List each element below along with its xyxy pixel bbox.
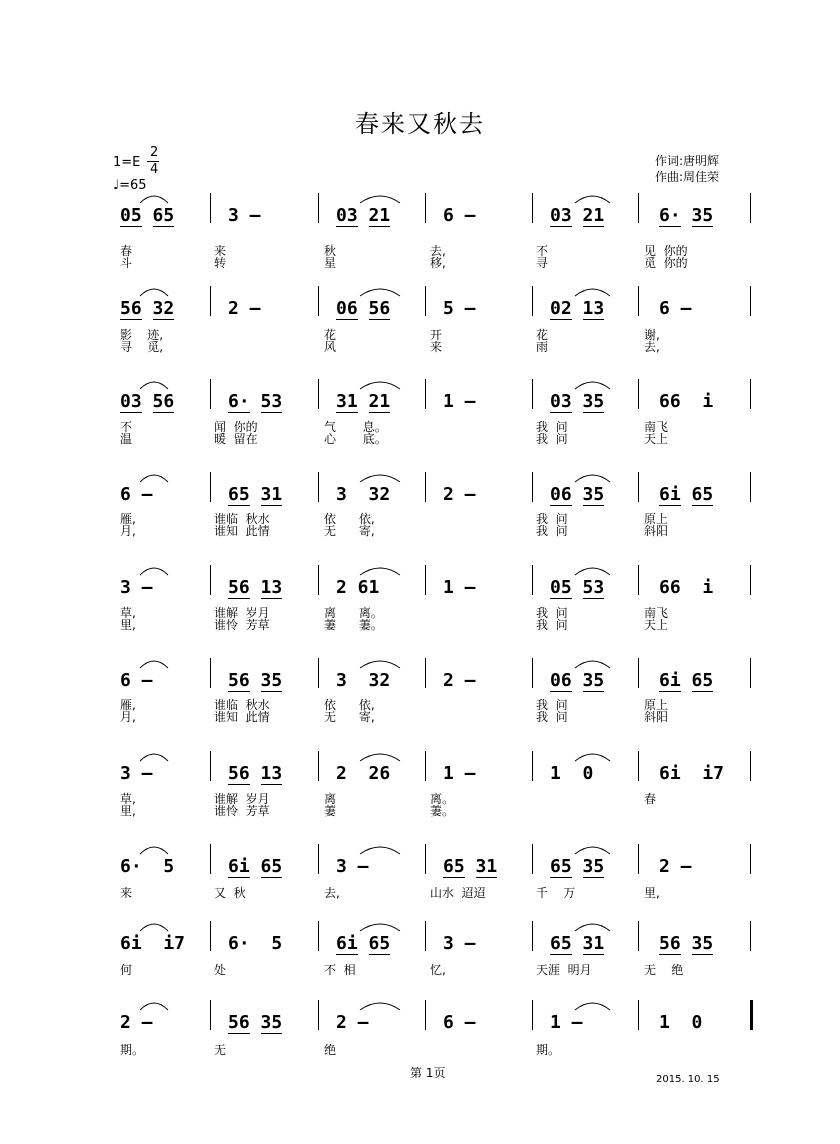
time-signature-bottom: 4 — [150, 162, 159, 177]
lyric-text: 谁临 秋水 — [214, 698, 270, 712]
lyric-text: 依 依, — [324, 512, 375, 526]
measure-notes: 3 – — [120, 763, 153, 784]
measure-notes: 3 32 — [336, 484, 391, 505]
measure-notes: 1 0 — [550, 763, 594, 784]
measure-notes: 03 21 — [336, 205, 391, 226]
lyric-text: 去, — [324, 886, 340, 900]
barline — [750, 1000, 753, 1030]
lyric-text: 月, — [120, 524, 136, 538]
lyric-text: 去, — [430, 244, 446, 258]
lyric-text: 我 问 — [536, 698, 568, 712]
slur-marks — [110, 856, 750, 886]
measure-notes: 2 – — [120, 1012, 153, 1033]
measure-notes: 65 31 — [443, 856, 498, 877]
measure-notes: 03 35 — [550, 391, 605, 412]
slur-marks — [110, 391, 750, 421]
lyric-text: 不 相 — [324, 963, 356, 977]
score-row — [110, 298, 750, 388]
date: 2015. 10. 15 — [656, 1074, 720, 1085]
measure-notes: 66 i — [659, 391, 714, 412]
measure-notes: 3 – — [120, 577, 153, 598]
slur-marks — [110, 1012, 750, 1042]
score-row — [110, 933, 750, 1023]
lyric-text: 暖 留在 — [214, 432, 258, 446]
measure-notes: 6 – — [443, 205, 476, 226]
measure-notes: 3 – — [443, 933, 476, 954]
measure-notes: 65 31 — [550, 933, 605, 954]
lyric-text: 又 秋 — [214, 886, 246, 900]
barline — [750, 658, 751, 688]
measure-notes: 56 32 — [120, 298, 175, 319]
lyric-text: 我 问 — [536, 524, 568, 538]
measure-notes: 05 65 — [120, 205, 175, 226]
lyric-text: 温 — [120, 432, 133, 446]
measure-notes: 06 56 — [336, 298, 391, 319]
measure-notes: 6i 65 — [659, 484, 714, 505]
lyric-text: 无 — [214, 1043, 227, 1057]
barline — [750, 565, 751, 595]
measure-notes: 6i i7 — [120, 933, 186, 954]
lyric-text: 星 — [324, 256, 337, 270]
lyric-text: 我 问 — [536, 710, 568, 724]
lyric-text: 风 — [324, 340, 337, 354]
lyric-text: 天上 — [644, 618, 669, 632]
measure-notes: 56 35 — [228, 1012, 283, 1033]
lyric-text: 草, — [120, 792, 136, 806]
lyric-text: 处 — [214, 963, 227, 977]
lyric-text: 来 — [214, 244, 227, 258]
lyric-text: 觅 你的 — [644, 256, 688, 270]
barline — [750, 379, 751, 409]
measure-notes: 56 35 — [228, 670, 283, 691]
measure-notes: 2 – — [443, 670, 476, 691]
measure-notes: 6i 65 — [336, 933, 391, 954]
measure-notes: 6· 53 — [228, 391, 283, 412]
slur-marks — [110, 670, 750, 700]
lyric-text: 谁解 岁月 — [214, 792, 270, 806]
lyric-text: 天涯 明月 — [536, 963, 592, 977]
score-row — [110, 484, 750, 574]
slur-marks — [110, 763, 750, 793]
lyric-text: 无 绝 — [644, 963, 684, 977]
lyric-text: 斗 — [120, 256, 133, 270]
lyric-text: 花 — [324, 328, 337, 342]
lyric-text: 南飞 — [644, 420, 669, 434]
lyric-text: 转 — [214, 256, 227, 270]
time-signature-top: 2 — [150, 145, 159, 160]
lyric-text: 南飞 — [644, 606, 669, 620]
lyric-text: 期。 — [120, 1043, 145, 1057]
measure-notes: 6· 35 — [659, 205, 714, 226]
measure-notes: 6i 65 — [228, 856, 283, 877]
lyric-text: 谁怜 芳草 — [214, 618, 270, 632]
measure-notes: 1 – — [443, 763, 476, 784]
lyric-text: 草, — [120, 606, 136, 620]
slur-arc — [575, 196, 610, 203]
measure-notes: 02 13 — [550, 298, 605, 319]
lyric-text: 我 问 — [536, 420, 568, 434]
barline — [750, 472, 751, 502]
barline — [750, 193, 751, 223]
measure-notes: 6· 5 — [228, 933, 283, 954]
page-number: 第 1页 — [410, 1066, 446, 1080]
measure-notes: 56 13 — [228, 763, 283, 784]
measure-notes: 6 – — [120, 484, 153, 505]
score-row — [110, 205, 750, 295]
lyric-text: 我 问 — [536, 618, 568, 632]
slur-marks — [110, 298, 750, 328]
lyric-text: 闻 你的 — [214, 420, 258, 434]
measure-notes: 1 0 — [659, 1012, 703, 1033]
slur-marks — [110, 577, 750, 607]
slur-arc — [360, 196, 400, 203]
score-row — [110, 391, 750, 481]
measure-notes: 2 – — [443, 484, 476, 505]
lyric-text: 离。 — [430, 792, 455, 806]
lyric-text: 原上 — [644, 698, 669, 712]
measure-notes: 05 53 — [550, 577, 605, 598]
measure-notes: 06 35 — [550, 484, 605, 505]
lyric-text: 里, — [120, 618, 136, 632]
lyric-text: 寻 觅, — [120, 340, 164, 354]
lyric-text: 花 — [536, 328, 549, 342]
lyricist-credit: 作词:唐明辉 — [655, 154, 720, 168]
measure-notes: 1 – — [443, 577, 476, 598]
lyric-text: 萋。 — [430, 804, 455, 818]
measure-notes: 03 56 — [120, 391, 175, 412]
lyric-text: 雁, — [120, 512, 136, 526]
measure-notes: 6 – — [443, 1012, 476, 1033]
lyric-text: 来 — [120, 886, 133, 900]
tempo-marking: ♩=65 — [113, 178, 147, 193]
lyric-text: 山水 迢迢 — [430, 886, 486, 900]
lyric-text: 无 寄, — [324, 710, 375, 724]
measure-notes: 2 – — [659, 856, 692, 877]
lyric-text: 开 — [430, 328, 443, 342]
lyric-text: 影 迹, — [120, 328, 164, 342]
lyric-text: 离 离。 — [324, 606, 383, 620]
lyric-text: 谁解 岁月 — [214, 606, 270, 620]
barline — [750, 921, 751, 951]
lyric-text: 斜阳 — [644, 710, 669, 724]
score-row — [110, 670, 750, 760]
lyric-text: 我 问 — [536, 512, 568, 526]
slur-arc — [140, 196, 168, 203]
measure-notes: 66 i — [659, 577, 714, 598]
lyric-text: 我 问 — [536, 606, 568, 620]
lyric-text: 春 — [644, 792, 657, 806]
barline — [750, 751, 751, 781]
measure-notes: 3 32 — [336, 670, 391, 691]
lyric-text: 天上 — [644, 432, 669, 446]
lyric-text: 不 — [536, 244, 549, 258]
lyric-text: 寻 — [536, 256, 549, 270]
measure-notes: 65 35 — [550, 856, 605, 877]
lyric-text: 里, — [120, 804, 136, 818]
lyric-text: 谁临 秋水 — [214, 512, 270, 526]
measure-notes: 56 13 — [228, 577, 283, 598]
score-row — [110, 763, 750, 853]
lyric-text: 萋 — [324, 804, 337, 818]
lyric-text: 不 — [120, 420, 133, 434]
measure-notes: 6i i7 — [659, 763, 725, 784]
measure-notes: 2 – — [336, 1012, 369, 1033]
lyric-text: 雨 — [536, 340, 549, 354]
measure-notes: 3 – — [336, 856, 369, 877]
key-signature: 1=E — [113, 155, 141, 170]
lyric-text: 见 你的 — [644, 244, 688, 258]
measure-notes: 06 35 — [550, 670, 605, 691]
lyric-text: 去, — [644, 340, 660, 354]
lyric-text: 心 底。 — [324, 432, 387, 446]
lyric-text: 期。 — [536, 1043, 561, 1057]
measure-notes: 65 31 — [228, 484, 283, 505]
lyric-text: 春 — [120, 244, 133, 258]
measure-notes: 2 61 — [336, 577, 380, 598]
slur-marks — [110, 484, 750, 514]
lyric-text: 谁怜 芳草 — [214, 804, 270, 818]
measure-notes: 3 – — [228, 205, 261, 226]
lyric-text: 何 — [120, 963, 133, 977]
lyric-text: 我 问 — [536, 432, 568, 446]
score-row — [110, 1012, 750, 1102]
measure-notes: 6i 65 — [659, 670, 714, 691]
lyric-text: 原上 — [644, 512, 669, 526]
measure-notes: 03 21 — [550, 205, 605, 226]
lyric-text: 忆, — [430, 963, 446, 977]
measure-notes: 1 – — [550, 1012, 583, 1033]
barline — [750, 844, 751, 874]
lyric-text: 绝 — [324, 1043, 337, 1057]
composer-credit: 作曲:周佳荣 — [655, 170, 720, 184]
lyric-text: 谁知 此情 — [214, 710, 270, 724]
lyric-text: 里, — [644, 886, 660, 900]
measure-notes: 6 – — [659, 298, 692, 319]
lyric-text: 移, — [430, 256, 446, 270]
song-title: 春来又秋去 — [355, 110, 485, 138]
lyric-text: 月, — [120, 710, 136, 724]
measure-notes: 5 – — [443, 298, 476, 319]
slur-marks — [110, 933, 750, 963]
lyric-text: 千 万 — [536, 886, 576, 900]
lyric-text: 斜阳 — [644, 524, 669, 538]
measure-notes: 6· 5 — [120, 856, 175, 877]
measure-notes: 2 26 — [336, 763, 391, 784]
lyric-text: 雁, — [120, 698, 136, 712]
lyric-text: 无 寄, — [324, 524, 375, 538]
lyric-text: 谁知 此情 — [214, 524, 270, 538]
barline — [750, 286, 751, 316]
lyric-text: 谢, — [644, 328, 660, 342]
score-row — [110, 577, 750, 667]
lyric-text: 秋 — [324, 244, 337, 258]
measure-notes: 56 35 — [659, 933, 714, 954]
slur-marks — [110, 205, 750, 235]
measure-notes: 6 – — [120, 670, 153, 691]
lyric-text: 依 依, — [324, 698, 375, 712]
measure-notes: 31 21 — [336, 391, 391, 412]
measure-notes: 1 – — [443, 391, 476, 412]
lyric-text: 萋 萋。 — [324, 618, 383, 632]
lyric-text: 离 — [324, 792, 337, 806]
lyric-text: 气 息。 — [324, 420, 387, 434]
lyric-text: 来 — [430, 340, 443, 354]
measure-notes: 2 – — [228, 298, 261, 319]
